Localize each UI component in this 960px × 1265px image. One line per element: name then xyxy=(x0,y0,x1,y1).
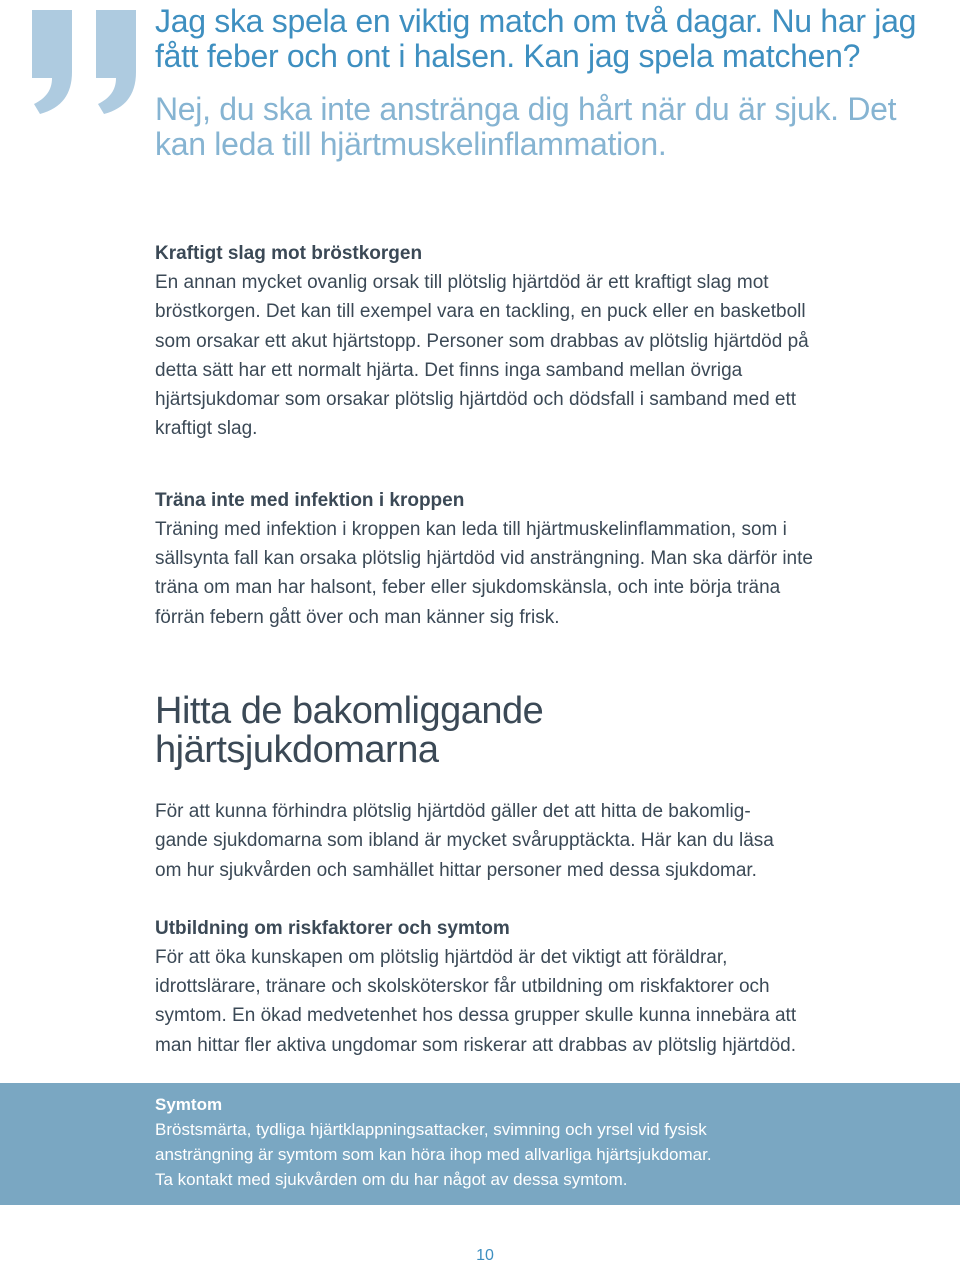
section-heading: Kraftigt slag mot bröstkorgen xyxy=(155,243,423,264)
section-chest-blow xyxy=(155,240,835,444)
main-heading xyxy=(155,689,835,771)
intro-line2: gande sjukdomarna som ibland är mycket svårupptäckta. Här kan du läsa xyxy=(155,830,774,852)
section-infection xyxy=(155,487,835,632)
section-heading: Utbildning om riskfaktorer och symtom xyxy=(155,917,510,939)
section-education xyxy=(155,915,835,1060)
intro-line1: För att kunna förhindra plötslig hjärtdöd gäller det att hitta de bakomlig- xyxy=(155,800,751,822)
section-heading: Träna inte med infektion i kroppen xyxy=(155,489,465,511)
info-line1: Bröstsmärta, tydliga hjärtklappningsattacker, svimning och yrsel vid fysisk xyxy=(155,1120,707,1139)
intro-line3: om hur sjukvården och samhället hittar personer med dessa sjukdomar. xyxy=(155,859,757,881)
info-box-text xyxy=(155,1117,915,1192)
question-answer-block xyxy=(155,4,935,162)
main-content xyxy=(155,240,835,1060)
info-line2: ansträngning är symtom som kan höra ihop med allvarliga hjärtsjukdomar. xyxy=(155,1145,712,1164)
symptom-info-box xyxy=(0,1083,960,1205)
info-box-content xyxy=(155,1092,915,1192)
intro-paragraph xyxy=(155,797,835,885)
section-text: För att öka kunskapen om plötslig hjärtdöd är det viktigt att föräldrar, idrottslärare, tränare och skolsköterskor får utbildning om riskfaktorer och symtom. En ökad medvetenhet hos dessa grupper skulle kunna innebära att man hittar fler aktiva ungdomar som riskerar att drabbas av plötslig hjärtdöd. xyxy=(155,946,797,1056)
info-box-title: Symtom xyxy=(155,1095,223,1114)
page-number: 10 xyxy=(476,1247,494,1264)
main-heading-line1: Hitta de bakomliggande xyxy=(155,689,544,732)
section-text: Träning med infektion i kroppen kan leda till hjärtmuskelinflammation, som i sällsynta fall kan orsaka plötslig hjärtdöd vid ansträngning. Man ska därför inte träna om man har halsont, feber eller sjukdomskänsla, och inte börja träna förrän febern gått över och man känner sig frisk. xyxy=(155,518,813,628)
main-heading-line2: hjärtsjukdomarna xyxy=(155,728,439,771)
question-text: Jag ska spela en viktig match om två dagar. Nu har jag fått feber och ont i halsen. Kan jag spela matchen? xyxy=(155,3,917,74)
answer-text: Nej, du ska inte anstränga dig hårt när du är sjuk. Det kan leda till hjärtmuskelinflammation. xyxy=(155,91,897,162)
quotation-mark-icon xyxy=(26,10,146,115)
info-line3: Ta kontakt med sjukvården om du har något av dessa symtom. xyxy=(155,1170,628,1189)
section-text: En annan mycket ovanlig orsak till plötslig hjärtdöd är ett kraftigt slag mot bröstkorgen. Det kan till exempel vara en tackling, en puck eller en basketboll som orsakar ett akut hjärtstopp. Personer som drabbas av plötslig hjärtdöd på detta sätt har ett normalt hjärta. Det finns inga samband mellan övriga hjärtsjukdomar som orsakar plötslig hjärtdöd och dödsfall i samband med ett kraftigt slag. xyxy=(155,272,809,440)
